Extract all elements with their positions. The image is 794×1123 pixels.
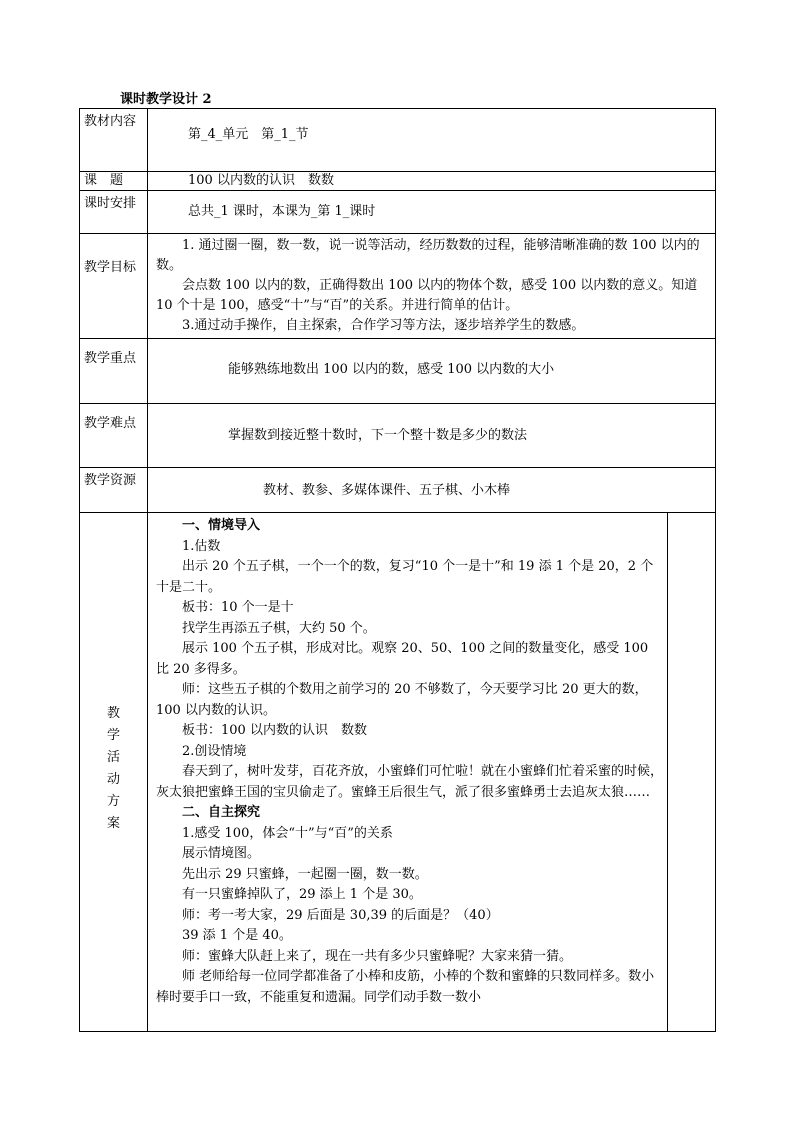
activity-paragraph: 1.感受 100，体会“十”与“百”的关系 — [182, 825, 393, 841]
section-heading: 二、自主探究 — [182, 805, 261, 820]
activity-paragraph: 师：蜜蜂大队赶上来了，现在一共有多少只蜜蜂呢？大家来猜一猜。 — [182, 948, 573, 964]
activity-paragraph: 板书：10 个一是十 — [182, 600, 294, 615]
activity-paragraph: 师：考一考大家，29 后面是 30,39 的后面是？（40） — [182, 907, 499, 923]
focus-label: 教学重点 — [84, 351, 137, 366]
schedule-label: 课时安排 — [84, 196, 137, 211]
activity-label: 教 学 活 动 方 案 — [106, 706, 120, 831]
lesson-value: 100 以内数的认识 数数 — [188, 173, 334, 188]
difficulty-label: 教学难点 — [84, 416, 137, 431]
goal-item: 会点数 100 以内的数，正确得数出 100 以内的物体个数，感受 100 以内数的意义。知道 10 个十是 100，感受“十”与“百”的关系。并进行简单的估计。 — [156, 278, 698, 313]
table-row — [80, 109, 716, 172]
table-row — [80, 172, 716, 191]
difficulty-value: 掌握数到接近整十数时，下一个整十数是多少的数法 — [228, 428, 528, 443]
activity-body — [148, 513, 667, 1008]
table-row — [80, 234, 716, 339]
activity-paragraph: 找学生再添五子棋，大约 50 个。 — [182, 620, 376, 636]
activity-paragraph: 出示 20 个五子棋，一个一个的数，复习“10 个一是十”和 19 添 1 个是 20，2 个十是二十。 — [156, 559, 654, 595]
table-row — [80, 191, 716, 234]
activity-paragraph: 师：这些五子棋的个数用之前学习的 20 不够数了，今天要学习比 20 更大的数，100 以内数的认识。 — [156, 682, 648, 718]
table-row — [80, 468, 716, 513]
section-heading: 一、情境导入 — [182, 518, 261, 533]
activity-paragraph: 1.估数 — [182, 538, 221, 554]
activity-paragraph: 师 老师给每一位同学都准备了小棒和皮筋，小棒的个数和蜜蜂的只数同样多。数小棒时要手口一致，不能重复和遗漏。同学们动手数一数小 — [156, 969, 655, 1005]
focus-value: 能够熟练地数出 100 以内的数，感受 100 以内数的大小 — [228, 362, 555, 377]
activity-paragraph: 展示情境图。 — [182, 846, 261, 861]
lesson-plan-table — [79, 108, 716, 1032]
schedule-value: 总共_1 课时，本课为_第 1_课时 — [188, 204, 376, 219]
page-title: 课时教学设计 2 — [120, 92, 212, 107]
activity-paragraph: 先出示 29 只蜜蜂，一起圈一圈，数一数。 — [182, 866, 428, 882]
table-row — [80, 513, 716, 1032]
content-label: 教材内容 — [84, 114, 137, 129]
activity-paragraph: 展示 100 个五子棋，形成对比。观察 20、50、100 之间的数量变化，感受 100 比 20 多得多。 — [156, 641, 649, 677]
resources-value: 教材、教参、多媒体课件、五子棋、小木棒 — [263, 483, 511, 498]
activity-paragraph: 2.创设情境 — [182, 743, 247, 759]
resources-label: 教学资源 — [84, 473, 137, 488]
activity-paragraph: 板书：100 以内数的认识 数数 — [182, 723, 367, 738]
content-value: 第_4_单元 第_1_节 — [188, 127, 309, 142]
activity-paragraph: 春天到了，树叶发芽，百花齐放，小蜜蜂们可忙啦！就在小蜜蜂们忙着采蜜的时候，灰太狼把蜜蜂王国的宝贝偷走了。蜜蜂王后很生气，派了很多蜜蜂勇士去追灰太狼…… — [156, 764, 664, 800]
table-row — [80, 404, 716, 468]
activity-paragraph: 39 添 1 个是 40。 — [182, 928, 292, 943]
notes-column — [668, 513, 716, 1032]
table-row — [80, 339, 716, 404]
activity-paragraph: 有一只蜜蜂掉队了，29 添上 1 个是 30。 — [182, 887, 422, 902]
lesson-label: 课 题 — [84, 173, 124, 188]
goal-item: 1. 通过圈一圈，数一数，说一说等活动，经历数数的过程，能够清晰准确的数 100 以内的数。 — [156, 238, 700, 273]
goal-item: 3.通过动手操作，自主探索，合作学习等方法，逐步培养学生的数感。 — [182, 318, 585, 333]
goals-label: 教学目标 — [84, 260, 137, 275]
